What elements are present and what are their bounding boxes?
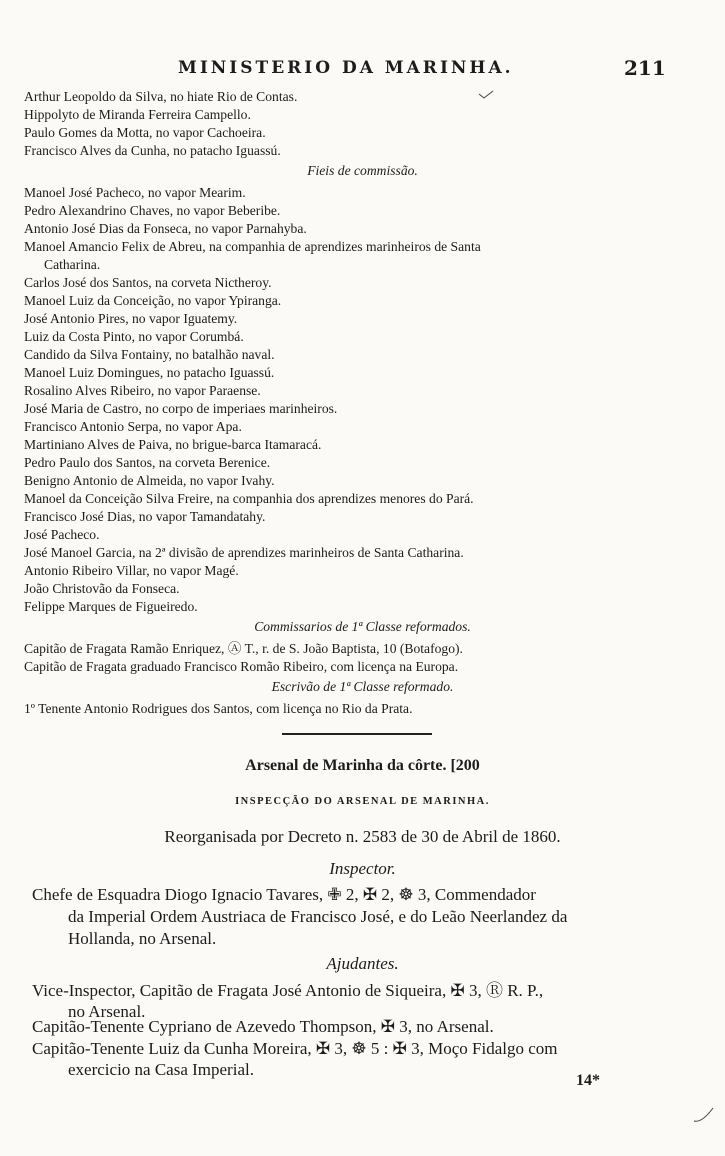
inspeccao-heading: INSPECÇÃO DO ARSENAL DE MARINHA. — [235, 796, 490, 807]
list-item: da Imperial Ordem Austriaca de Francisco José, e do Leão Neerlandez da — [68, 907, 568, 926]
list-item: Candido da Silva Fontainy, no batalhão naval. — [24, 347, 275, 362]
list-item: Capitão de Fragata graduado Francisco Romão Ribeiro, com licença na Europa. — [24, 659, 459, 674]
list-item: Arthur Leopoldo da Silva, no hiate Rio de Contas. — [24, 89, 298, 104]
section-heading-fieis: Fieis de commissão. — [307, 163, 418, 178]
list-item: Martiniano Alves de Paiva, no brigue-barca Itamaracá. — [24, 437, 322, 452]
list-item: no Arsenal. — [68, 1002, 146, 1021]
list-item: Manoel Luiz Domingues, no patacho Iguassú. — [24, 365, 275, 380]
list-item: Benigno Antonio de Almeida, no vapor Ivahy. — [24, 473, 275, 488]
section-heading-inspector: Inspector. — [329, 859, 396, 878]
list-item: Manoel Luiz da Conceição, no vapor Ypiranga. — [24, 293, 282, 308]
list-item: José Manoel Garcia, na 2ª divisão de aprendizes marinheiros de Santa Catharina. — [24, 545, 464, 560]
list-item: Rosalino Alves Ribeiro, no vapor Paraense. — [24, 383, 261, 398]
pencil-mark-icon — [692, 1106, 716, 1124]
decree-line: Reorganisada por Decreto n. 2583 de 30 de Abril de 1860. — [164, 827, 561, 846]
pencil-mark-icon — [478, 90, 494, 100]
page-header-title: MINISTERIO DA MARINHA. — [178, 58, 514, 78]
arsenal-title: Arsenal de Marinha da côrte. [200 — [245, 757, 480, 774]
section-heading-escrivao: Escrivão de 1ª Classe reformado. — [271, 679, 454, 694]
list-item: Paulo Gomes da Motta, no vapor Cachoeira. — [24, 125, 266, 140]
list-item: Catharina. — [44, 257, 101, 272]
list-item: Manoel da Conceição Silva Freire, na companhia dos aprendizes menores do Pará. — [24, 491, 474, 506]
list-item: Hollanda, no Arsenal. — [68, 929, 217, 948]
list-item: exercicio na Casa Imperial. — [68, 1060, 254, 1079]
signature-mark: 14* — [576, 1072, 600, 1089]
list-item: José Maria de Castro, no corpo de imperiaes marinheiros. — [24, 401, 338, 416]
section-divider — [282, 733, 432, 735]
list-item: Vice-Inspector, Capitão de Fragata José Antonio de Siqueira, ✠ 3, Ⓡ R. P., — [32, 981, 544, 1000]
list-item: Carlos José dos Santos, na corveta Nictheroy. — [24, 275, 272, 290]
list-item: Francisco Antonio Serpa, no vapor Apa. — [24, 419, 242, 434]
list-item: Chefe de Esquadra Diogo Ignacio Tavares, ✙ 2, ✠ 2, ☸ 3, Commendador — [32, 885, 536, 904]
list-item: Francisco José Dias, no vapor Tamandatahy. — [24, 509, 266, 524]
list-item: José Pacheco. — [24, 527, 100, 542]
list-item: Antonio José Dias da Fonseca, no vapor Parnahyba. — [24, 221, 307, 236]
list-item: Hippolyto de Miranda Ferreira Campello. — [24, 107, 251, 122]
list-item: Capitão-Tenente Luiz da Cunha Moreira, ✠ 3, ☸ 5 : ✠ 3, Moço Fidalgo com — [32, 1039, 558, 1058]
section-heading-commissarios: Commissarios de 1ª Classe reformados. — [254, 619, 471, 634]
list-item: Capitão-Tenente Cypriano de Azevedo Thompson, ✠ 3, no Arsenal. — [32, 1017, 494, 1036]
list-item: João Christovão da Fonseca. — [24, 581, 180, 596]
section-heading-ajudantes: Ajudantes. — [326, 954, 399, 973]
list-item: Francisco Alves da Cunha, no patacho Iguassú. — [24, 143, 281, 158]
list-item: Manoel Amancio Felix de Abreu, na companhia de aprendizes marinheiros de Santa — [24, 239, 481, 254]
list-item: Felippe Marques de Figueiredo. — [24, 599, 198, 614]
list-item: Manoel José Pacheco, no vapor Mearim. — [24, 185, 246, 200]
list-item: Pedro Paulo dos Santos, na corveta Berenice. — [24, 455, 271, 470]
list-item: Luiz da Costa Pinto, no vapor Corumbá. — [24, 329, 244, 344]
list-item: Pedro Alexandrino Chaves, no vapor Beberibe. — [24, 203, 281, 218]
list-item: Capitão de Fragata Ramão Enriquez, Ⓐ T., r. de S. João Baptista, 10 (Botafogo). — [24, 641, 463, 656]
list-item: 1º Tenente Antonio Rodrigues dos Santos, com licença no Rio da Prata. — [24, 701, 413, 716]
list-item: José Antonio Pires, no vapor Iguatemy. — [24, 311, 238, 326]
page-number: 211 — [624, 56, 666, 80]
list-item: Antonio Ribeiro Villar, no vapor Magé. — [24, 563, 239, 578]
